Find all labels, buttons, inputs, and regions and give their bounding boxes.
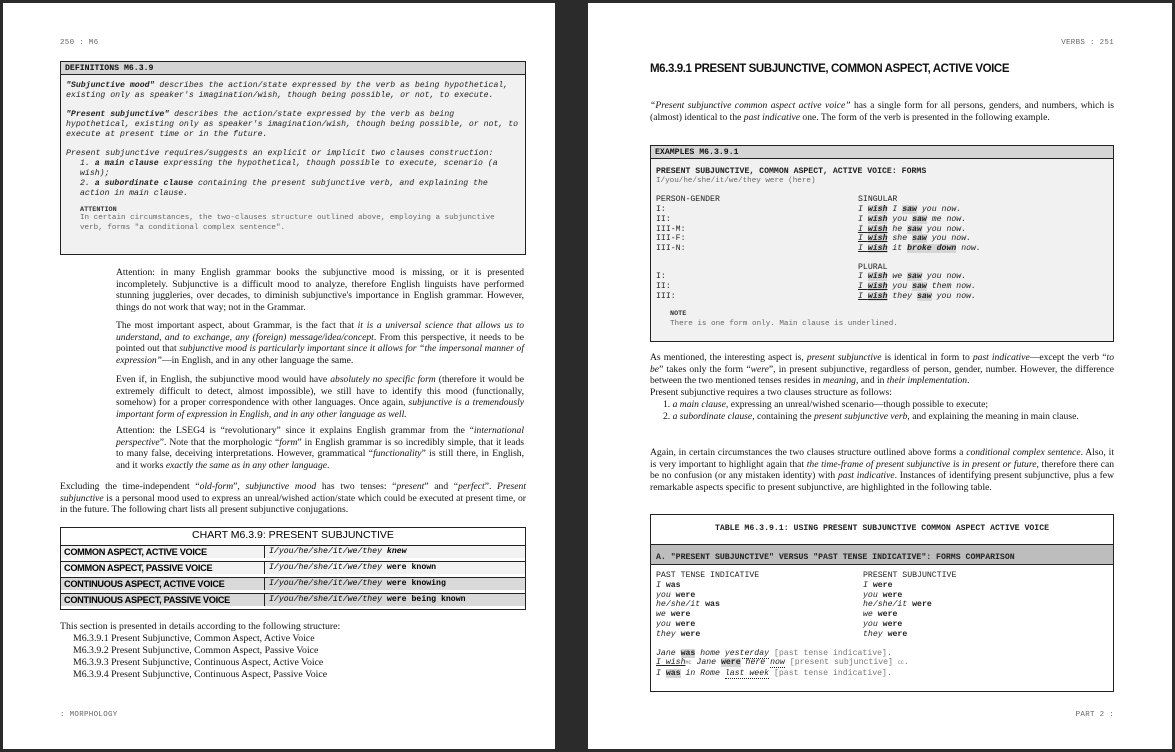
page-header-left: 250 : M6	[60, 39, 99, 47]
pronoun: I	[863, 580, 873, 590]
time-marker: now	[770, 658, 785, 668]
text: is identical in form to	[881, 352, 973, 363]
verb: were	[877, 610, 898, 620]
pronoun: you	[656, 619, 676, 629]
text: Even if, in English, the subjunctive mood would have	[116, 374, 331, 385]
text-italic: past indicative	[972, 352, 1030, 363]
subject: I/you/he/she/it/we/they	[269, 563, 387, 572]
chart-row-value	[265, 578, 446, 590]
examples-note	[656, 310, 1108, 329]
text: it	[887, 243, 908, 253]
page-footer-right: PART 2 :	[1075, 711, 1114, 719]
wish-verb: wish	[867, 243, 888, 253]
example-sentence-2	[656, 658, 1108, 669]
present-form	[863, 581, 892, 591]
main-clause	[858, 272, 887, 281]
example-sentence	[858, 234, 971, 244]
pronoun: he/she/it	[863, 600, 913, 610]
text-italic: their implementation	[886, 375, 968, 387]
verb: knew	[386, 547, 407, 556]
main-clause	[858, 205, 887, 214]
text: . From this perspective, it needs to be pointed out that	[116, 331, 524, 355]
mc-marker: MC	[685, 660, 692, 667]
chart-row-label: CONTINUOUS ASPECT, ACTIVE VOICE	[61, 578, 265, 590]
text-italic: it is a universal science that allows us to understand, and to exchange, any (foreign) message/idea/concept	[116, 320, 525, 343]
text: .	[327, 460, 330, 472]
item-term: a subordinate clause	[94, 179, 194, 188]
text: you	[887, 214, 913, 224]
verb: were	[912, 600, 932, 610]
attention-note	[66, 206, 520, 233]
text: you now.	[921, 272, 967, 282]
verb: were	[675, 619, 696, 629]
chart-row	[61, 577, 525, 590]
text: ”, in present subjunctive, regardless of person, gender, number. However, the difference between the two mentioned tenses resides in	[650, 363, 1114, 387]
example-sentence-3	[656, 669, 1108, 679]
example-row	[656, 215, 1108, 225]
text: I	[858, 224, 868, 234]
text: . Instances of identifying present subjunctive, plus a few remarkable aspects specific to present subjunctive, are highlighted in the following table.	[650, 470, 1114, 494]
col-header-singular: SINGULAR	[858, 195, 898, 205]
present-form	[863, 591, 902, 601]
past-form	[656, 620, 863, 630]
intro-paragraph	[650, 100, 1114, 123]
wish-verb: wish	[867, 224, 888, 234]
verb: were	[887, 629, 908, 639]
subject: I/you/he/she/it/we/they	[269, 595, 387, 604]
main-clause	[858, 234, 887, 243]
annotation: [past tense indicative].	[769, 669, 892, 679]
person-label: III-M:	[656, 224, 686, 234]
pronoun: we	[863, 610, 878, 620]
text: . Also, it is very important to highlight again that	[650, 447, 1114, 470]
chart-row-value	[265, 562, 436, 574]
example-sentence	[858, 215, 966, 225]
paragraph-grammar-aspect	[116, 320, 524, 367]
verb: were	[680, 629, 701, 639]
subject: I/you/he/she/it/we/they	[269, 579, 387, 588]
verb: were	[882, 590, 903, 600]
item-number: 2.	[80, 179, 95, 188]
person-label: II:	[656, 282, 671, 292]
text: I	[858, 291, 868, 301]
col-header-plural: PLURAL	[858, 262, 888, 272]
subjunctive-verb: saw	[902, 205, 917, 215]
text-italic: conditional complex sentence	[966, 447, 1081, 458]
paragraph-no-specific-form	[116, 374, 524, 421]
text-italic: subjunctive mood	[245, 481, 317, 492]
text-italic: old-form	[199, 481, 234, 492]
example-row	[656, 225, 1108, 235]
item-number: 2.	[663, 410, 673, 422]
comparison-row	[656, 630, 1108, 640]
text-italic: meaning	[822, 375, 856, 387]
text: —except the verb “	[1029, 352, 1107, 363]
text-italic: “Present subjunctive common aspect active voice”	[650, 100, 851, 111]
main-clause	[858, 282, 887, 291]
text: home	[695, 648, 725, 658]
comparison-row	[656, 610, 1108, 620]
wish-verb: wish	[867, 234, 888, 244]
example-row	[656, 292, 1108, 302]
item-text: , expressing an unreal/wished scenario—though possible to execute;	[725, 398, 989, 410]
structure-list	[60, 621, 340, 681]
person-label: II:	[656, 214, 671, 224]
text: Jane	[656, 648, 681, 658]
text: Jane	[691, 658, 721, 668]
pronoun: you	[863, 590, 883, 600]
text: you now.	[926, 234, 972, 244]
paragraph-again	[650, 447, 1114, 494]
past-form	[656, 630, 863, 640]
text: I	[858, 282, 868, 292]
note-text: There is one form only. Main clause is underlined.	[670, 320, 898, 329]
text: one. The form of the verb is presented in the following example.	[800, 111, 1050, 123]
main-clause	[858, 215, 887, 224]
text-italic: to be	[650, 352, 1114, 375]
text: I	[858, 234, 868, 244]
chart-row-value	[265, 594, 466, 606]
text: .	[967, 375, 970, 387]
chart-title: CHART M6.3.9: PRESENT SUBJUNCTIVE	[192, 529, 394, 541]
chart-row-value	[265, 546, 407, 558]
chart-row	[61, 545, 525, 558]
section-title: M6.3.9.1 PRESENT SUBJUNCTIVE, COMMON ASPECT, ACTIVE VOICE	[650, 63, 1010, 75]
verb: were	[675, 590, 696, 600]
subjunctive-verb: saw	[912, 234, 927, 244]
chart-row	[61, 593, 525, 606]
structure-link-4[interactable]: M6.3.9.4 Present Subjunctive, Continuous Aspect, Passive Voice	[73, 669, 328, 680]
structure-link-3[interactable]: M6.3.9.3 Present Subjunctive, Continuous Aspect, Active Voice	[73, 657, 324, 668]
example-row	[656, 234, 1108, 244]
item-text: expressing the hypothetical, though possible to execute, scenario (a wish);	[80, 159, 498, 178]
verb: were	[872, 580, 893, 590]
table-title: TABLE M6.3.9.1: USING PRESENT SUBJUNCTIVE COMMON ASPECT ACTIVE VOICE	[651, 515, 1113, 545]
examples-subheading: I/you/he/she/it/we/they were (here)	[656, 176, 816, 185]
cc-marker: CC	[897, 660, 904, 667]
subjunctive-verb: broke down	[907, 243, 957, 253]
item-term: present subjunctive verb	[814, 410, 908, 422]
clause-item-2	[650, 411, 1114, 423]
verb: was	[665, 580, 681, 590]
text: I	[858, 272, 868, 282]
time-marker: last week	[724, 669, 770, 679]
text: ”,	[233, 481, 246, 492]
example-sentence	[858, 205, 961, 215]
chart-row-label: COMMON ASPECT, PASSIVE VOICE	[61, 562, 265, 574]
text: here	[740, 658, 771, 668]
main-clause: I wish	[656, 658, 686, 668]
verb: was	[665, 669, 681, 679]
example-row	[656, 282, 1108, 292]
text: you	[887, 282, 913, 292]
text-italic: past indicative	[743, 111, 800, 123]
col-header-person: PERSON-GENDER	[656, 195, 720, 205]
clause-item-1	[66, 159, 520, 179]
text: ” in English grammar is so incredibly simple, that it leads to many false, deceiving interpretations. However, grammatical “	[116, 436, 524, 460]
text: he	[887, 224, 908, 234]
text: , therefore there can be no confusion (or any mistaken identity) with	[650, 458, 1115, 482]
def-term: "Present subjunctive"	[66, 110, 170, 119]
wish-verb: wish	[867, 282, 888, 292]
text: you now.	[916, 205, 962, 215]
item-text: containing the present subjunctive verb, and explaining the action in main clause.	[80, 179, 488, 198]
verb: were	[882, 619, 903, 629]
pronoun: we	[656, 610, 671, 620]
verb: were known	[386, 563, 437, 572]
example-sentence	[858, 244, 981, 254]
text: As mentioned, the interesting aspect is,	[650, 352, 807, 363]
pronoun: he/she/it	[656, 600, 706, 610]
clause-item-2	[66, 179, 520, 199]
item-text: , and explaining the meaning in main clause.	[907, 410, 1079, 422]
past-form	[656, 610, 863, 620]
text-italic: subjunctive mood is particularly important since it allows for “the impersonal manner of expression”	[116, 343, 524, 367]
verb: was	[680, 648, 696, 658]
text-italic: form	[279, 436, 298, 448]
pronoun: you	[656, 590, 676, 600]
main-clause	[858, 244, 887, 253]
subjunctive-verb: saw	[916, 291, 932, 301]
text: Again, in certain circumstances the two clauses structure outlined above forms a	[650, 447, 967, 458]
text-italic: functionality	[373, 448, 422, 460]
text-italic: the time-frame of present subjunctive is in present or future	[806, 458, 1037, 470]
person-label: III:	[656, 291, 676, 301]
main-clause	[858, 225, 887, 234]
past-form	[656, 591, 863, 601]
text: Attention: the LSEG4 is “revolutionary” since it explains English grammar from the “	[116, 425, 474, 436]
text: I	[858, 243, 868, 253]
item-term: a subordinate clause	[672, 410, 753, 422]
annotation: [past tense indicative].	[769, 648, 892, 658]
text: they	[887, 291, 917, 301]
chart-row-label: CONTINUOUS ASPECT, PASSIVE VOICE	[61, 594, 265, 606]
text: me now.	[926, 214, 967, 224]
pronoun: they	[656, 629, 681, 639]
col-header-present: PRESENT SUBJUNCTIVE	[863, 571, 957, 580]
text: them now.	[926, 282, 976, 292]
past-form	[656, 581, 863, 591]
def-text: describes the action/state expressed by the verb as being hypothetical, existing only as speaker's imagination/wish, though being possible, or not, to execute.	[66, 81, 509, 100]
time-marker: yesterday	[724, 648, 770, 658]
example-sentence	[858, 225, 966, 235]
text: —in English, and in any other language the same.	[162, 355, 354, 367]
right-page	[588, 3, 1172, 749]
wish-verb: wish	[867, 272, 888, 282]
item-term: a main clause	[94, 159, 159, 168]
text: in Rome	[680, 669, 725, 679]
wish-verb: wish	[867, 214, 888, 224]
text: has a single form for all persons, genders, and numbers, which is (almost) identical to the	[650, 100, 1114, 123]
text: ”. Note that the morphologic “	[159, 436, 280, 448]
person-label: I:	[656, 272, 666, 282]
text-italic: present	[396, 481, 425, 492]
requires-text: Present subjunctive requires/suggests an explicit or implicit two clauses construction:	[66, 149, 494, 158]
item-number: 1.	[663, 398, 673, 410]
text: she	[887, 234, 913, 244]
verb: were being known	[386, 595, 466, 604]
paragraph-tenses	[60, 481, 526, 516]
text: Excluding the time-independent “	[60, 481, 200, 492]
examples-title: EXAMPLES M6.3.9.1	[651, 146, 1113, 159]
examples-heading: PRESENT SUBJUNCTIVE, COMMON ASPECT, ACTIVE VOICE: FORMS	[656, 167, 927, 176]
example-sentence	[858, 292, 976, 302]
subjunctive-verb: saw	[907, 272, 922, 282]
text: I	[858, 214, 868, 224]
definition-present-subjunctive	[66, 110, 520, 140]
text: I	[887, 205, 903, 215]
present-form	[863, 630, 907, 640]
text: has two tenses: “	[316, 481, 397, 492]
subjunctive-verb: saw	[912, 282, 927, 292]
text: ” and “	[424, 481, 459, 492]
verb: were	[670, 610, 691, 620]
past-form	[656, 600, 863, 610]
item-term: a main clause	[672, 398, 726, 410]
verb: was	[705, 600, 720, 610]
verb: were	[720, 658, 741, 668]
example-sentence-1	[656, 649, 1108, 659]
person-label: I:	[656, 205, 666, 215]
text: , and in	[855, 375, 887, 387]
usage-table	[650, 514, 1114, 692]
chart-row-label: COMMON ASPECT, ACTIVE VOICE	[61, 546, 265, 558]
attention-text: In certain circumstances, the two-clauses structure outlined above, employing a subjunctive verb, forms "a conditional complex sentence".	[80, 214, 495, 232]
text-italic: past indicative	[837, 470, 895, 482]
text-italic: international perspective	[116, 425, 524, 448]
comparison-row	[656, 591, 1108, 601]
text-italic: were	[750, 363, 769, 375]
text: ” takes only the form “	[659, 363, 751, 375]
page-footer-left: : MORPHOLOGY	[60, 711, 118, 719]
text: (therefore it would be extremely difficult to detect, almost impossible), we still have to identify this mood (functionally, somehow) for a proper correspondence with other languages. Once again,	[116, 374, 524, 409]
text-italic: Present subjunctive	[60, 481, 526, 504]
text: ” is still there, in English, and it works	[116, 448, 524, 472]
text: I	[858, 205, 868, 215]
example-row	[656, 205, 1108, 215]
text: you now.	[931, 291, 976, 301]
text: I	[656, 669, 666, 679]
text-italic: absolutely no specific form	[330, 374, 436, 385]
subject: I/you/he/she/it/we/they	[269, 547, 387, 556]
text: now.	[956, 243, 981, 253]
definitions-title: DEFINITIONS M6.3.9	[61, 62, 525, 75]
present-form	[863, 600, 932, 610]
present-form	[863, 610, 897, 620]
present-subjunctive-chart	[60, 527, 526, 610]
text-italic: subjunctive is a tremendously important form of expression in English, and in any other language as well.	[116, 397, 524, 421]
example-sentence	[858, 272, 966, 282]
subjunctive-verb: saw	[912, 214, 927, 224]
example-sentence	[858, 282, 976, 292]
person-label: III-N:	[656, 243, 686, 253]
main-clause	[858, 292, 887, 301]
text: ”.	[484, 481, 498, 492]
paragraph-attention-2	[116, 425, 524, 472]
paragraph-attention-1: Attention: in many English grammar books the subjunctive mood is missing, or it is presented incompletely. Subjunctive is a difficult mood to analyze, therefore English linguists have performed stunning juggleries, over decades, to diminish subjunctive's importance in English grammar. However, things do not work that way; not in the Grammar.	[116, 267, 524, 314]
table-section-a: A. "PRESENT SUBJUNCTIVE" VERSUS "PAST TENSE INDICATIVE": FORMS COMPARISON	[651, 545, 1113, 565]
comparison-row	[656, 581, 1108, 591]
present-form	[863, 620, 902, 630]
text-italic: exactly the same as in any other language	[165, 460, 328, 472]
clause-item-1	[650, 399, 1114, 411]
def-term: "Subjunctive mood"	[66, 81, 155, 90]
attention-title: ATTENTION	[80, 206, 117, 214]
wish-verb: wish	[867, 291, 888, 301]
def-text: describes the action/state expressed by the verb as being hypothetical, existing only as speaker's imagination/wish, though being possible, or not, to execute at present time or in the future.	[66, 110, 519, 139]
example-row	[656, 272, 1108, 282]
item-number: 1.	[80, 159, 95, 168]
definitions-box	[60, 61, 526, 255]
chart-row	[61, 561, 525, 574]
item-text: , containing the	[752, 410, 814, 422]
structure-link-2[interactable]: M6.3.9.2 Present Subjunctive, Common Aspect, Passive Voice	[73, 645, 319, 656]
paragraph-as-mentioned	[650, 352, 1114, 422]
comparison-row	[656, 620, 1108, 630]
left-page	[3, 3, 555, 749]
note-title: NOTE	[670, 310, 687, 319]
person-label: III-F:	[656, 234, 686, 244]
subjunctive-verb: saw	[907, 224, 922, 234]
annotation: [present subjunctive]	[784, 658, 898, 668]
pronoun: I	[656, 580, 666, 590]
text: you now.	[921, 224, 967, 234]
text-italic: present subjunctive	[806, 352, 882, 363]
col-header-past: PAST TENSE INDICATIVE	[656, 571, 760, 580]
wish-verb: wish	[867, 205, 888, 215]
requires-text: Present subjunctive requires a two clauses structure as follows:	[650, 387, 892, 399]
text: we	[887, 272, 908, 282]
page-header-right: VERBS : 251	[1061, 39, 1114, 47]
comparison-row	[656, 600, 1108, 610]
text: is a personal mood used to express an unreal/wished action/state which could be executed at present time, or in the future. The following chart lists all present subjunctive conjugations.	[60, 492, 526, 516]
example-row	[656, 244, 1108, 254]
structure-link-1[interactable]: M6.3.9.1 Present Subjunctive, Common Aspect, Active Voice	[73, 633, 315, 644]
structure-intro: This section is presented in details according to the following structure:	[60, 621, 341, 632]
text: The most important aspect, about Grammar, is the fact that	[116, 320, 358, 331]
text-italic: perfect	[458, 481, 485, 492]
pronoun: you	[863, 619, 883, 629]
verb: were knowing	[386, 579, 446, 588]
text: .	[903, 658, 909, 668]
definition-subjunctive-mood	[66, 81, 520, 101]
pronoun: they	[863, 629, 888, 639]
examples-box	[650, 145, 1114, 342]
